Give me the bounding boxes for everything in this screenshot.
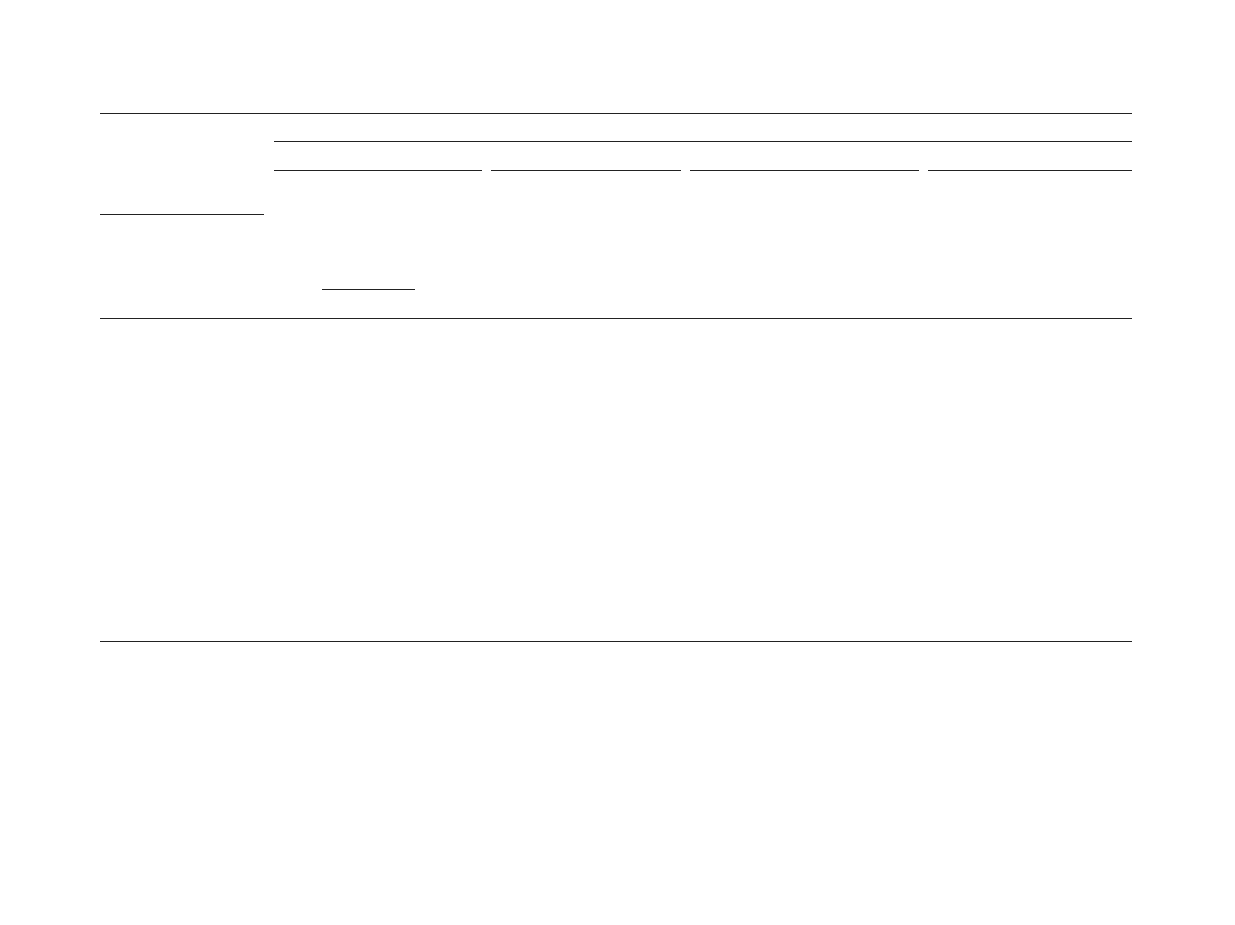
header-bottom-rule xyxy=(100,318,1132,319)
group-rule-wave xyxy=(928,170,1132,171)
group-rule-structural xyxy=(274,170,482,171)
group-rule-foundations xyxy=(491,170,681,171)
top-rule xyxy=(100,113,1132,114)
group-rule-dynamic xyxy=(690,170,919,171)
table-bottom-rule xyxy=(100,641,1132,642)
assessment-rule xyxy=(100,214,264,215)
degree-rule xyxy=(274,141,1132,142)
subcolumn-rule xyxy=(322,289,415,290)
